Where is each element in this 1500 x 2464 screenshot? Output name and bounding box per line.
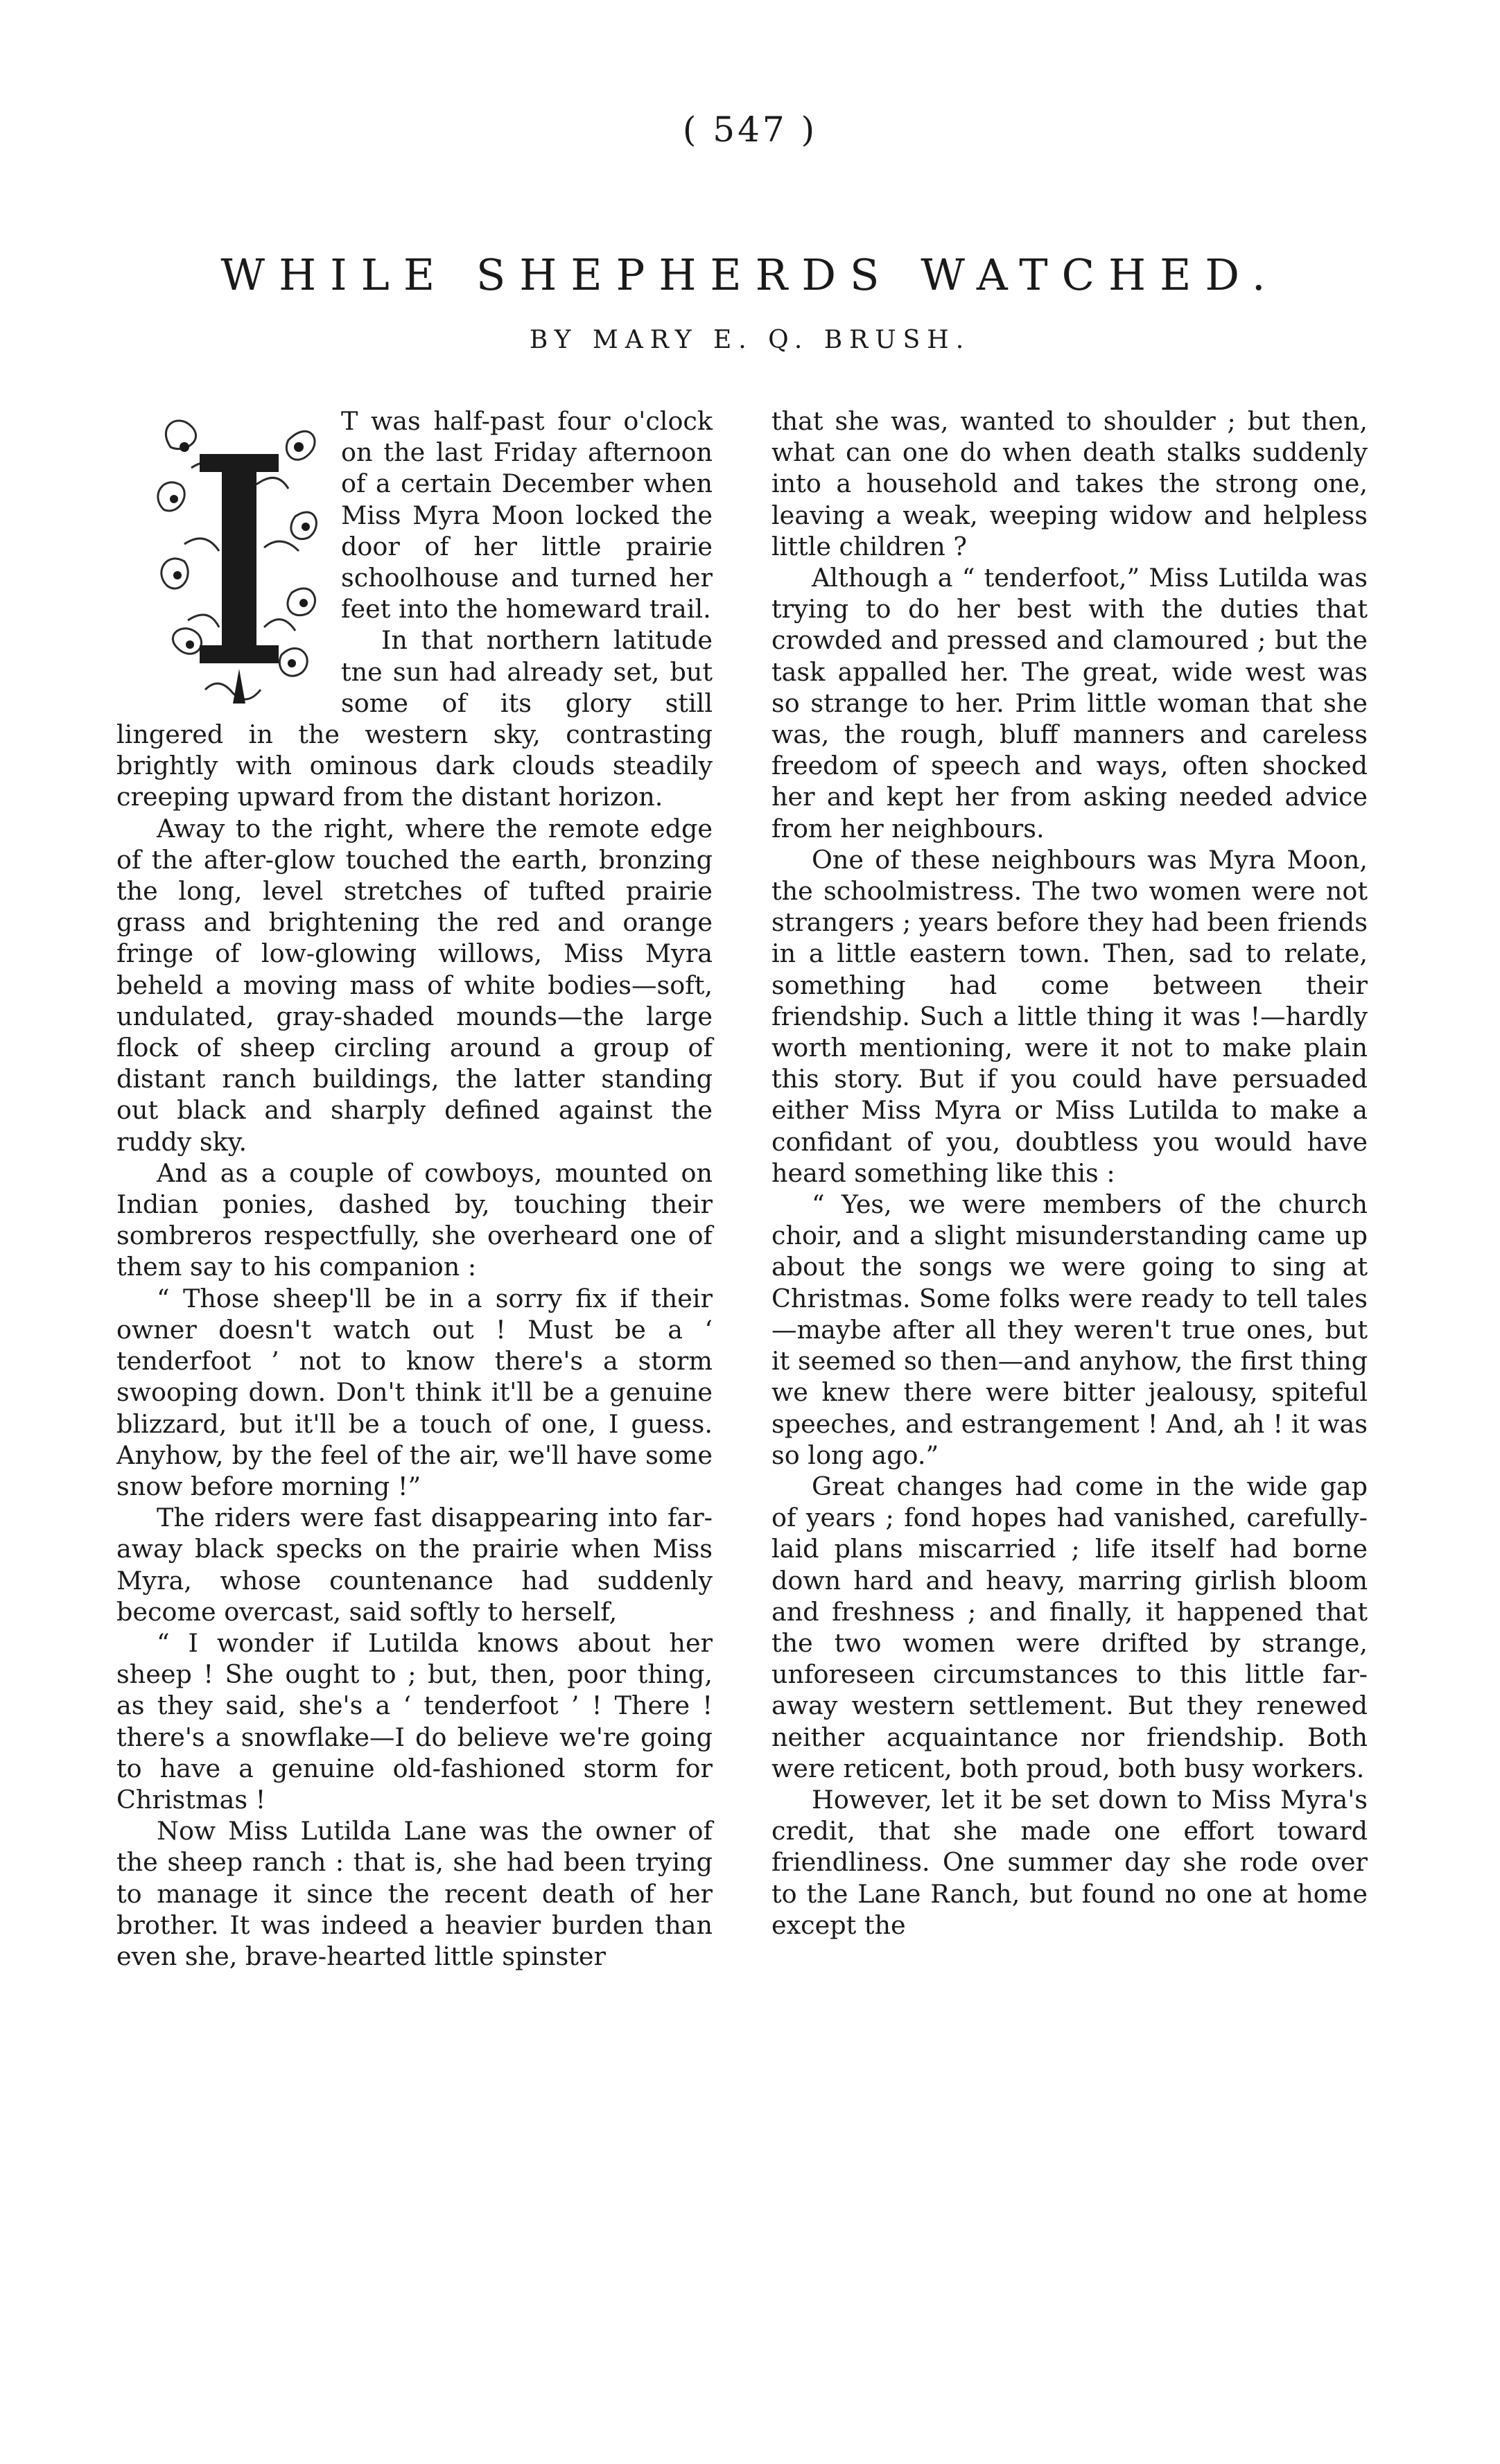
paragraph: Although a “ tenderfoot,” Miss Lutilda was trying to do her best with the duties that crowded and pressed and clamoured ; but the task appalled her. The great, wide west was so strange to her. Prim little woman that she was, the rough, bluff manners and careless freedom of speech and ways, often shocked her and kept her from asking needed advice from her neighbours.	[771, 563, 1368, 844]
paragraph: However, let it be set down to Miss Myra's credit, that she made one effort toward friendliness. One summer day she rode over to the Lane Ranch, but found no one at home except the	[771, 1784, 1368, 1940]
paragraph: T was half-past four o'clock on the last Friday afternoon of a certain December when Miss Myra Moon locked the door of her little prairie schoolhouse and turned her feet into the homeward trail.	[341, 406, 713, 624]
paragraph: Great changes had come in the wide gap of years ; fond hopes had vanished, carefully-laid plans miscarried ; life itself had borne down hard and heavy, marring girlish bloom and freshness ; and finally, it happened that the two women were drifted by strange, unforeseen circumstances to this little far-away western settlement. But they renewed neither acquaintance nor friendship. Both were reticent, both proud, both busy workers.	[771, 1471, 1368, 1783]
ornamental-drop-cap-i	[150, 405, 329, 709]
page-number: ( 547 )	[682, 110, 818, 150]
paragraph: “ I wonder if Lutilda knows about her sheep ! She ought to ; but, then, poor thing, as they said, she's a ‘ tenderfoot ’ ! There ! there's a snowflake—I do believe we're going to have a genuine old-fashioned storm for Christmas !	[116, 1627, 713, 1815]
right-column	[771, 405, 1368, 1941]
paragraph: The riders were fast disappearing into far-away black specks on the prairie when Miss Myra, whose countenance had suddenly become overcast, said softly to herself,	[116, 1503, 713, 1627]
article-title: WHILE SHEPHERDS WATCHED.	[220, 250, 1280, 300]
article-byline: BY MARY E. Q. BRUSH.	[529, 326, 971, 354]
paragraph: “ Yes, we were members of the church choir, and a slight misunderstanding came up about the songs we were going to sing at Christmas. Some folks were ready to tell tales—maybe after all they weren't true ones, but it seemed so then—and anyhow, the first thing we knew there were bitter jealousy, spiteful speeches, and estrangement ! And, ah ! it was so long ago.”	[771, 1189, 1368, 1470]
paragraph: Now Miss Lutilda Lane was the owner of the sheep ranch : that is, she had been trying to manage it since the recent death of her brother. It was indeed a heavier burden than even she, brave-hearted little spinster	[116, 1816, 713, 1971]
paragraph: One of these neighbours was Myra Moon, the schoolmistress. The two women were not strangers ; years before they had been friends in a little eastern town. Then, sad to relate, something had come between their friendship. Such a little thing it was !—hardly worth mentioning, were it not to make plain this story. But if you could have persuaded either Miss Myra or Miss Lutilda to make a confidant of you, doubtless you would have heard something like this :	[771, 844, 1368, 1188]
left-column	[116, 405, 713, 1972]
paragraph: In that northern latitude tne sun had already set, but some of its glory still lingered in the western sky, contrasting brightly with ominous dark clouds steadily creeping upward from the distant horizon.	[116, 625, 713, 812]
paragraph: that she was, wanted to shoulder ; but then, what can one do when death stalks suddenly into a household and takes the strong one, leaving a weak, weeping widow and helpless little children ?	[771, 406, 1368, 561]
paragraph: And as a couple of cowboys, mounted on Indian ponies, dashed by, touching their sombreros respectfully, she overheard one of them say to his companion :	[116, 1157, 713, 1282]
paragraph: Away to the right, where the remote edge of the after-glow touched the earth, bronzing the long, level stretches of tufted prairie grass and brightening the red and orange fringe of low-glowing willows, Miss Myra beheld a moving mass of white bodies—soft, undulated, gray-shaded mounds—the large flock of sheep circling around a group of distant ranch buildings, the latter standing out black and sharply defined against the ruddy sky.	[116, 813, 713, 1157]
paragraph: “ Those sheep'll be in a sorry fix if their owner doesn't watch out ! Must be a ‘ tenderfoot ’ not to know there's a storm swooping down. Don't think it'll be a genuine blizzard, but it'll be a touch of one, I guess. Anyhow, by the feel of the air, we'll have some snow before morning !”	[116, 1283, 713, 1501]
